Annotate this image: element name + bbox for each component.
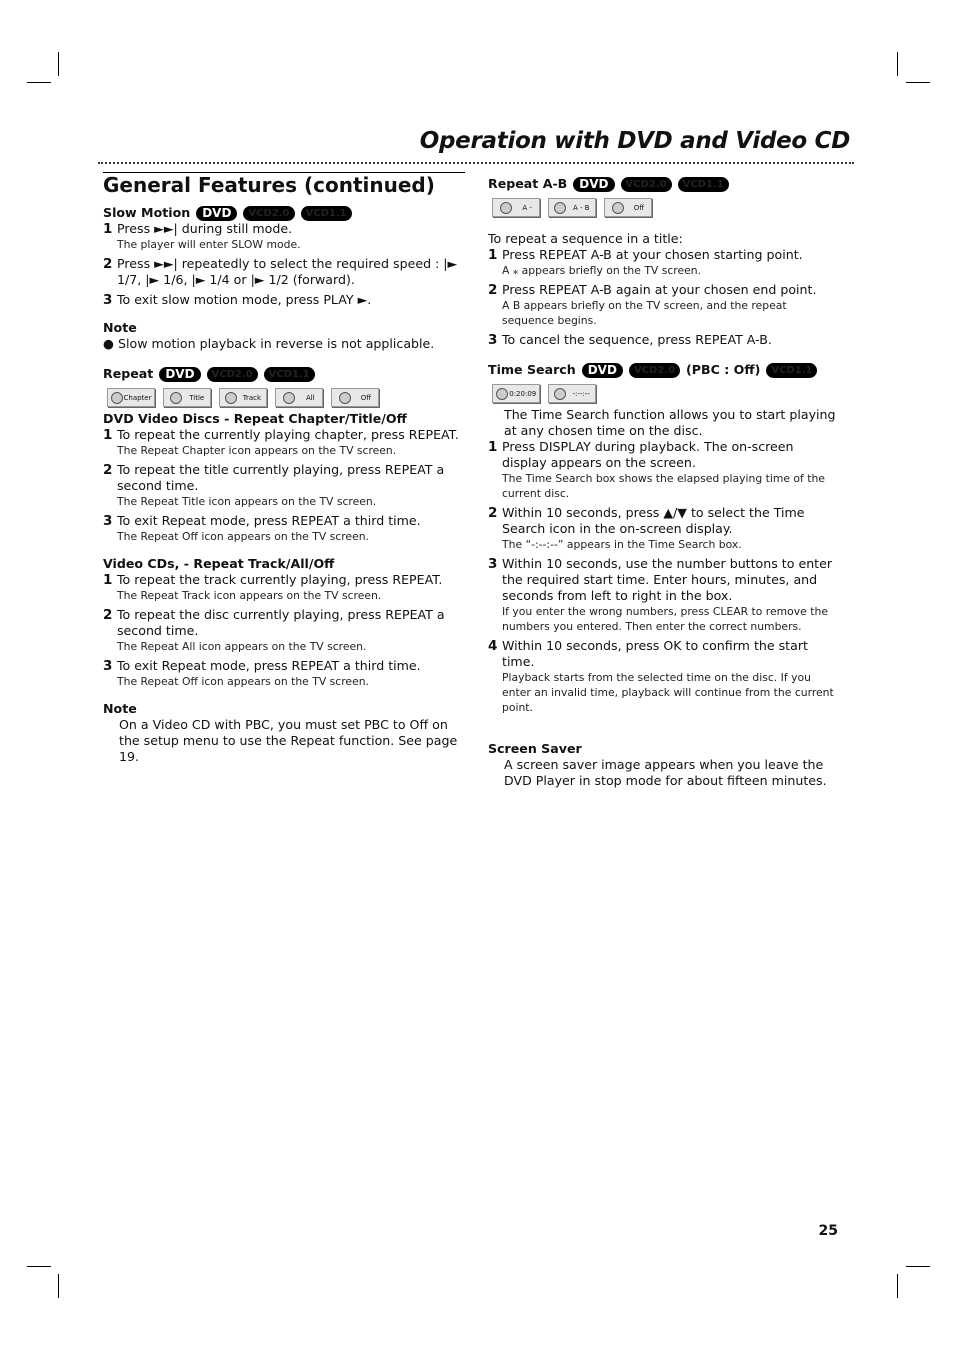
repeat-icon bbox=[111, 392, 123, 404]
step-item bbox=[488, 282, 840, 328]
crop-mark bbox=[58, 52, 59, 76]
note-heading: Note bbox=[103, 320, 137, 335]
dvd-repeat-heading: DVD Video Discs - Repeat Chapter/Title/Off bbox=[103, 411, 407, 426]
step-number: 3 bbox=[103, 658, 113, 674]
time-search-heading-text: Time Search bbox=[488, 362, 576, 377]
step-number: 2 bbox=[103, 607, 113, 623]
repeat-icon bbox=[339, 392, 351, 404]
step-item bbox=[103, 607, 465, 654]
step-number: 1 bbox=[103, 427, 113, 443]
step-item bbox=[488, 505, 840, 552]
step-item bbox=[488, 332, 840, 348]
step-item bbox=[488, 247, 840, 278]
note-text: On a Video CD with PBC, you must set PBC to Off on the setup menu to use the Repeat function. See page 19. bbox=[119, 717, 458, 764]
step-number: 3 bbox=[488, 556, 498, 572]
step-text: To repeat the disc currently playing, press REPEAT a second time. bbox=[117, 607, 445, 638]
osd-icon-label: Title bbox=[189, 393, 205, 402]
right-column bbox=[488, 172, 840, 789]
step-number: 1 bbox=[488, 247, 498, 263]
osd-icon-label: All bbox=[305, 393, 315, 402]
step-item bbox=[103, 658, 465, 689]
step-text: To exit slow motion mode, press PLAY ►. bbox=[117, 292, 372, 307]
step-item bbox=[103, 513, 465, 544]
dvd-badge: DVD bbox=[159, 367, 200, 382]
crop-mark bbox=[27, 1266, 51, 1267]
osd-icon-label: Off bbox=[633, 203, 645, 212]
step-text: To repeat the track currently playing, press REPEAT. bbox=[117, 572, 443, 587]
step-text: Press DISPLAY during playback. The on-screen display appears on the screen. bbox=[502, 439, 794, 470]
step-text: Within 10 seconds, press OK to confirm the start time. bbox=[502, 638, 808, 669]
osd-icon bbox=[275, 388, 323, 407]
step-item bbox=[103, 572, 465, 603]
osd-icon bbox=[163, 388, 211, 407]
repeat-osd-icons bbox=[107, 388, 465, 407]
osd-icon-label: Off bbox=[360, 393, 372, 402]
step-item bbox=[488, 638, 840, 715]
step-note: If you enter the wrong numbers, press CLEAR to remove the numbers you entered. Then enter the correct numbers. bbox=[502, 605, 828, 633]
step-number: 1 bbox=[103, 572, 113, 588]
page-number: 25 bbox=[818, 1223, 838, 1239]
step-item bbox=[103, 256, 465, 288]
screen-saver-text: A screen saver image appears when you leave the DVD Player in stop mode for about fifteen minutes. bbox=[504, 757, 827, 788]
step-text: Press ►►| during still mode. bbox=[117, 221, 293, 236]
repeat-ab-heading bbox=[488, 176, 840, 192]
step-item bbox=[488, 556, 840, 634]
step-number: 1 bbox=[103, 221, 113, 237]
slow-motion-heading-text: Slow Motion bbox=[103, 205, 191, 220]
clock-icon bbox=[554, 388, 566, 400]
crop-mark bbox=[58, 1274, 59, 1298]
osd-icon-label: A - B bbox=[573, 203, 590, 212]
step-number: 2 bbox=[103, 256, 113, 272]
vcd11-badge: VCD1.1 bbox=[766, 363, 817, 378]
vcd20-badge: VCD2.0 bbox=[621, 177, 672, 192]
step-text: Within 10 seconds, press ▲/▼ to select the Time Search icon in the on-screen display. bbox=[502, 505, 805, 536]
repeat-ab-intro: To repeat a sequence in a title: bbox=[488, 231, 683, 246]
note-text: Slow motion playback in reverse is not applicable. bbox=[118, 336, 435, 351]
left-column bbox=[103, 172, 465, 765]
osd-icon bbox=[548, 198, 596, 217]
crop-mark bbox=[27, 82, 51, 83]
step-text: To exit Repeat mode, press REPEAT a third time. bbox=[117, 513, 421, 528]
step-number: 3 bbox=[103, 292, 113, 308]
step-number: 2 bbox=[488, 505, 498, 521]
step-item bbox=[103, 221, 465, 252]
slow-motion-steps bbox=[103, 221, 465, 308]
repeat-heading-text: Repeat bbox=[103, 366, 154, 381]
step-item bbox=[488, 439, 840, 501]
step-number: 1 bbox=[488, 439, 498, 455]
step-note: The Repeat Off icon appears on the TV screen. bbox=[117, 530, 369, 543]
step-number: 3 bbox=[488, 332, 498, 348]
step-note: A B appears briefly on the TV screen, and the repeat sequence begins. bbox=[502, 299, 787, 327]
repeat-ab-steps bbox=[488, 247, 840, 348]
step-note: Playback starts from the selected time on the disc. If you enter an invalid time, playback will continue from the current point. bbox=[502, 671, 834, 714]
step-note: The Repeat Track icon appears on the TV screen. bbox=[117, 589, 382, 602]
page-title: Operation with DVD and Video CD bbox=[419, 128, 850, 154]
osd-icon bbox=[331, 388, 379, 407]
vcd-repeat-steps bbox=[103, 572, 465, 689]
step-note: The Repeat Title icon appears on the TV screen. bbox=[117, 495, 377, 508]
repeat-icon bbox=[283, 392, 295, 404]
osd-icon-label: Track bbox=[242, 393, 262, 402]
vcd20-badge: VCD2.0 bbox=[629, 363, 680, 378]
vcd20-badge: VCD2.0 bbox=[243, 206, 294, 221]
step-number: 2 bbox=[488, 282, 498, 298]
step-note: The Repeat All icon appears on the TV screen. bbox=[117, 640, 367, 653]
crop-mark bbox=[906, 1266, 930, 1267]
crop-mark bbox=[906, 82, 930, 83]
crop-mark bbox=[897, 52, 898, 76]
step-item bbox=[103, 427, 465, 458]
repeat-ab-osd-icons bbox=[492, 198, 840, 217]
osd-icon bbox=[492, 198, 540, 217]
vcd20-badge: VCD2.0 bbox=[207, 367, 258, 382]
vcd11-badge: VCD1.1 bbox=[301, 206, 352, 221]
time-search-osd-icons bbox=[492, 384, 840, 403]
clock-icon bbox=[496, 388, 508, 400]
step-note: The player will enter SLOW mode. bbox=[117, 238, 301, 251]
step-item bbox=[103, 462, 465, 509]
repeat-icon bbox=[554, 202, 566, 214]
osd-icon-label: -:--:-- bbox=[572, 389, 590, 398]
slow-motion-heading bbox=[103, 205, 465, 221]
step-note: A ⁎ appears briefly on the TV screen. bbox=[502, 264, 702, 277]
screen-saver-heading: Screen Saver bbox=[488, 741, 582, 756]
step-note: The “-:--:--” appears in the Time Search box. bbox=[502, 538, 742, 551]
dvd-badge: DVD bbox=[573, 177, 614, 192]
step-text: Press REPEAT A-B again at your chosen end point. bbox=[502, 282, 817, 297]
step-note: The Repeat Off icon appears on the TV screen. bbox=[117, 675, 369, 688]
step-note: The Repeat Chapter icon appears on the TV screen. bbox=[117, 444, 397, 457]
step-text: Press REPEAT A-B at your chosen starting point. bbox=[502, 247, 803, 262]
section-title: General Features (continued) bbox=[103, 172, 465, 197]
step-text: To repeat the currently playing chapter, press REPEAT. bbox=[117, 427, 459, 442]
osd-icon-label: Chapter bbox=[123, 393, 152, 402]
crop-mark bbox=[897, 1274, 898, 1298]
step-text: Within 10 seconds, use the number buttons to enter the required start time. Enter hours, minutes, and seconds from left to right in the box. bbox=[502, 556, 833, 603]
time-search-steps bbox=[488, 439, 840, 715]
osd-icon-label: A - bbox=[522, 203, 532, 212]
osd-icon bbox=[107, 388, 155, 407]
vcd-repeat-heading: Video CDs, - Repeat Track/All/Off bbox=[103, 556, 335, 571]
osd-icon-label: 0:20:09 bbox=[509, 389, 537, 398]
osd-icon bbox=[604, 198, 652, 217]
vcd11-badge: VCD1.1 bbox=[678, 177, 729, 192]
dvd-badge: DVD bbox=[196, 206, 237, 221]
step-note: The Time Search box shows the elapsed playing time of the current disc. bbox=[502, 472, 825, 500]
bullet-icon: ● bbox=[103, 336, 114, 351]
step-text: To exit Repeat mode, press REPEAT a third time. bbox=[117, 658, 421, 673]
pbc-label: (PBC : Off) bbox=[686, 362, 761, 377]
step-text: To cancel the sequence, press REPEAT A-B. bbox=[502, 332, 772, 347]
repeat-icon bbox=[500, 202, 512, 214]
time-search-heading bbox=[488, 362, 840, 378]
step-number: 2 bbox=[103, 462, 113, 478]
repeat-icon bbox=[170, 392, 182, 404]
header-divider bbox=[98, 162, 854, 164]
repeat-icon bbox=[225, 392, 237, 404]
step-text: Press ►►| repeatedly to select the required speed : |► 1/7, |► 1/6, |► 1/4 or |► 1/2 (forward). bbox=[117, 256, 458, 287]
time-search-intro: The Time Search function allows you to start playing at any chosen time on the disc. bbox=[504, 407, 836, 438]
osd-icon bbox=[548, 384, 596, 403]
note-item bbox=[103, 336, 465, 352]
step-number: 3 bbox=[103, 513, 113, 529]
osd-icon bbox=[219, 388, 267, 407]
note-heading: Note bbox=[103, 701, 137, 716]
step-number: 4 bbox=[488, 638, 498, 654]
dvd-repeat-steps bbox=[103, 427, 465, 544]
repeat-heading bbox=[103, 366, 465, 382]
dvd-badge: DVD bbox=[582, 363, 623, 378]
osd-icon bbox=[492, 384, 540, 403]
repeat-icon bbox=[612, 202, 624, 214]
vcd11-badge: VCD1.1 bbox=[264, 367, 315, 382]
repeat-ab-heading-text: Repeat A-B bbox=[488, 176, 568, 191]
step-item bbox=[103, 292, 465, 308]
step-text: To repeat the title currently playing, press REPEAT a second time. bbox=[117, 462, 445, 493]
